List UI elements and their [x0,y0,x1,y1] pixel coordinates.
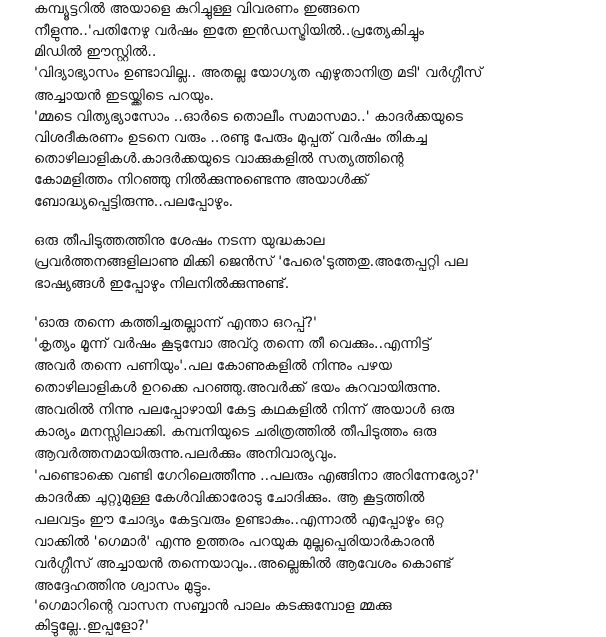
text-line: അവർ തന്നെ പണിയും'.പല കോണുകളിൽ നിന്നും പഴയ [34,358,393,374]
text-line: പലവട്ടം ഈ ചോദ്യം കേട്ടവരും ഉണ്ടാകും..എന്നാൽ എപ്പോഴും ഒറ്റ [34,512,444,528]
text-line: 'ഗെമാറിന്റെ വാസന സബ്ബാൻ പാലം കടക്കുമ്പോള മ്മക്കു [34,598,392,614]
text-line: 'പണ്ടൊക്കെ വണ്ടി ഗേറിലെത്തീന്നു ..പലരും എങ്ങിനാ അറിന്നേര്യോ?' [34,468,480,484]
text-line: തൊഴിലാളികൾ.കാദർക്കയുടെ വാക്കുകളിൽ സത്യത്തിന്റെ [34,151,404,167]
text-line: അവരിൽ നിന്നു പലപ്പോഴായി കേട്ട കഥകളിൽ നിന്ന് അയാൾ ഒരു [34,402,455,418]
text-line: അച്ചായൻ ഇടയ്ക്കിടെ പറയും. [34,88,215,104]
text-line: ഭാഷ്യങ്ങൾ ഇപ്പോഴും നിലനിൽക്കുന്നുണ്ട്. [34,276,290,292]
text-line: വർഗ്ഗീസ് അച്ചായൻ തന്നെയാവും..അല്ലെങ്കിൽ ആവേശം കൊണ്ട് [34,556,453,572]
text-line: ഒരു തീപിടുത്തത്തിനു ശേഷം നടന്ന യുദ്ധകാല [34,233,325,249]
text-line: 'ഓരു തന്നെ കത്തിച്ചതല്ലാന്ന് എന്താ ഒറപ്പ്?' [34,315,317,331]
text-line: ആവർത്തനമായിരുന്നു.പലർക്കും അനിവാര്യവും. [34,446,338,462]
text-line: കിട്ടുല്ലേ..ഇപ്പളോ?' [34,618,149,634]
text-line: 'വിദ്യാഭ്യാസം ഉണ്ടാവില്ല.. അതല്ല യോഗ്യത എഴുതാനിത്ര മടി' വർഗ്ഗീസ് [34,65,483,81]
text-line: ബോദ്ധ്യപ്പെട്ടിരുന്നു..പലപ്പോഴും. [34,194,234,210]
text-line: വിശദീകരണം ഉടനെ വരും ..രണ്ടു പേരും മുപ്പത് വർഷം തികച്ച [34,130,427,146]
text-line: അദ്ദേഹത്തിനു ശ്വാസം മുട്ടും. [34,578,212,594]
text-line: കാര്യം മനസ്സിലാക്കി. കമ്പനിയുടെ ചരിത്രത്തിൽ തീപിടുത്തം ഒരു [34,424,437,440]
text-line: കാദർക്ക ചുറ്റുമുള്ള കേൾവിക്കാരോടു ചോദിക്കും. ആ കൂട്ടത്തിൽ [34,490,425,506]
text-line: 'കൃത്യം മൂന്ന് വർഷം കൂടുമ്പോ അവ്റു തന്നെ തീ വെക്കും..എന്നിട്ട് [34,336,431,352]
text-line: 'മ്മടെ വിത്യഭ്യാസോം ..ഓർടെ തൊലീം സമാസമാ..' കാദർക്കയുടെ [34,109,463,125]
text-line: വാക്കിൽ 'ഗെമാർ' എന്നു ഉത്തരം പറയുക മുല്ലപ്പെരിയാർകാരൻ [34,534,435,550]
text-line: പ്രവർത്തനങ്ങളിലാണു മിക്കി ജെൻസ് 'പേരെ'ടുത്തതു.അതേപ്പറ്റി പല [34,254,468,270]
text-line: മിഡിൽ ഈസ്റ്റിൽ.. [34,44,157,60]
text-line: തൊഴിലാളികൾ ഉറക്കെ പറഞ്ഞു.അവർക്ക് ഭയം കുറവായിരുന്നു. [34,380,441,396]
text-line: കോമളിത്തം നിറഞ്ഞു നിൽക്കുന്നുണ്ടെന്നു അയാൾക്ക് [34,172,369,188]
text-line: കമ്പ്യൂട്ടറിൽ അയാളെ കുറിച്ചുള്ള വിവരണം ഇങ്ങനെ [34,1,360,17]
text-line: നീളുന്നു..'പതിനേഴു വർഷം ഇതേ ഇൻഡസ്ട്രിയിൽ..പ്രത്യേകിച്ചും [34,23,425,39]
